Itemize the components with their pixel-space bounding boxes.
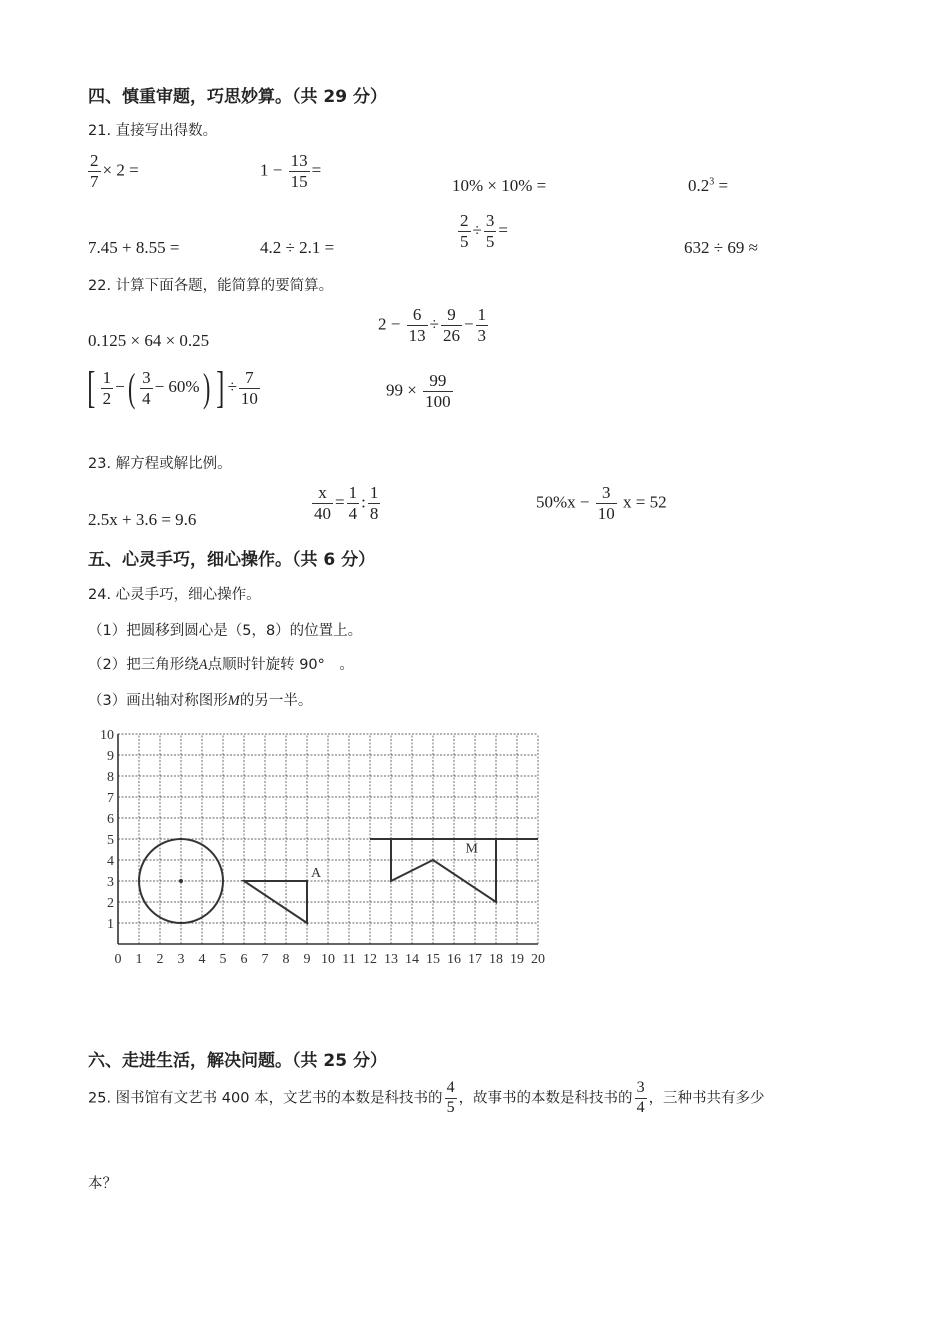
denominator: 26 — [442, 325, 460, 345]
x-tick-label: 15 — [426, 952, 440, 967]
x-tick-label: 18 — [489, 952, 503, 967]
q21-item-a — [86, 152, 139, 191]
section5-heading: 五、心灵手巧，细心操作。（共 6 分） — [88, 550, 376, 570]
x-tick-label: 11 — [342, 952, 356, 967]
x-tick-label: 6 — [240, 952, 248, 967]
x-tick-label: 3 — [177, 952, 185, 967]
numerator: 4 — [445, 1080, 457, 1099]
numerator: 7 — [239, 369, 260, 389]
x-tick-label: 20 — [531, 952, 545, 967]
circle-center-dot — [179, 879, 183, 883]
coordinate-grid — [90, 722, 560, 980]
expr-rest: = — [311, 160, 322, 180]
q21-item-h: 632 ÷ 69 ≈ — [684, 238, 758, 257]
numerator: 3 — [485, 211, 495, 230]
denominator: 100 — [425, 391, 451, 411]
section6-heading: 六、走进生活，解决问题。（共 25 分） — [88, 1051, 387, 1071]
q22-item-b — [378, 306, 490, 345]
numerator: 1 — [348, 483, 358, 502]
y-tick-label: 9 — [107, 749, 114, 764]
denominator: 13 — [408, 325, 426, 345]
x-tick-label: 4 — [198, 952, 206, 967]
point-a-var: A — [198, 657, 208, 673]
q22-item-d — [386, 372, 455, 411]
numerator: x — [312, 484, 333, 504]
y-tick-label: 2 — [107, 896, 114, 911]
power-base: 0.2 — [688, 176, 710, 195]
numerator: 6 — [407, 306, 428, 326]
denominator: 4 — [142, 388, 151, 408]
numerator: 1 — [477, 305, 487, 324]
q22-item-c — [84, 363, 262, 412]
q22-stem: 22. 计算下面各题，能简算的要简算。 — [88, 278, 334, 294]
expr-pre: 99 × — [386, 380, 417, 400]
expr-pre: 50%x − — [536, 492, 590, 512]
numerator: 3 — [596, 484, 617, 504]
denominator: 5 — [460, 231, 469, 251]
shape-m-label: M — [465, 841, 478, 857]
denominator: 2 — [102, 388, 112, 408]
q23-stem: 23. 解方程或解比例。 — [88, 456, 232, 472]
sub2-post: 点顺时针旋转 90° 。 — [207, 657, 354, 673]
y-tick-label: 4 — [107, 854, 114, 869]
q21-item-f: 4.2 ÷ 2.1 = — [260, 238, 335, 257]
numerator: 1 — [102, 367, 112, 387]
q25-part2: ，故事书的本数是科技书的 — [458, 1090, 633, 1107]
expr-rest: x = 52 — [623, 492, 667, 512]
q21-item-c: 10% × 10% = — [452, 176, 547, 195]
y-tick-label: 7 — [107, 791, 114, 806]
power-exponent: 3 — [709, 176, 715, 188]
numerator: 3 — [635, 1080, 647, 1099]
x-tick-label: 2 — [156, 952, 164, 967]
right-paren: ) — [202, 365, 210, 410]
ratio-colon: : — [361, 492, 366, 512]
x-tick-label: 9 — [303, 952, 311, 967]
q22-item-a: 0.125 × 64 × 0.25 — [88, 331, 210, 350]
q24-stem: 24. 心灵手巧，细心操作。 — [88, 587, 261, 603]
y-tick-label: 5 — [107, 833, 114, 848]
x-tick-label: 10 — [321, 952, 335, 967]
denominator: 5 — [446, 1098, 455, 1116]
x-tick-label: 7 — [261, 952, 269, 967]
sub3-pre: （3）画出轴对称图形 — [88, 693, 228, 709]
x-tick-label: 8 — [282, 952, 290, 967]
operator: − — [115, 376, 125, 396]
numerator: 2 — [90, 151, 99, 170]
expr-pre: 1 − — [260, 160, 283, 180]
sub2-pre: （2）把三角形绕 — [88, 657, 199, 673]
operator: − — [463, 314, 474, 334]
x-tick-label: 16 — [447, 952, 461, 967]
denominator: 8 — [369, 503, 379, 523]
q23-item-b — [310, 484, 382, 523]
expr-pre: 2 − — [378, 314, 401, 334]
q23-item-a: 2.5x + 3.6 = 9.6 — [88, 510, 197, 529]
denominator: 15 — [290, 171, 308, 191]
expr-rest: = — [714, 176, 729, 195]
numerator: 99 — [423, 372, 453, 392]
q21-item-d — [688, 176, 728, 196]
q21-item-b — [260, 152, 321, 191]
x-tick-label: 14 — [405, 952, 419, 967]
operator: ÷ — [472, 220, 482, 240]
expr-mid: − 60% — [154, 376, 200, 396]
q25-part1: 25. 图书馆有文艺书 400 本，文艺书的本数是科技书的 — [88, 1090, 443, 1107]
denominator: 4 — [636, 1098, 645, 1116]
operator: ÷ — [429, 314, 439, 334]
x-tick-label: 13 — [384, 952, 398, 967]
y-tick-label: 10 — [100, 728, 114, 743]
x-tick-label: 12 — [363, 952, 377, 967]
y-tick-label: 3 — [107, 875, 114, 890]
shape-m-var: M — [227, 693, 240, 709]
q25-part3: ，三种书共有多少 — [648, 1090, 765, 1107]
x-tick-labels — [115, 952, 546, 967]
y-tick-label: 6 — [107, 812, 114, 827]
shape-m-half — [391, 839, 496, 902]
numerator: 1 — [369, 483, 379, 502]
denominator: 4 — [348, 503, 358, 523]
q23-item-c — [536, 484, 667, 523]
x-tick-label: 17 — [468, 952, 482, 967]
y-tick-label: 8 — [107, 770, 114, 785]
expr-rest: × 2 = — [102, 160, 139, 180]
left-paren: ( — [127, 365, 136, 410]
numerator: 3 — [142, 367, 151, 387]
y-tick-label: 1 — [107, 917, 114, 932]
x-tick-label: 0 — [114, 952, 122, 967]
equals: = — [335, 492, 345, 512]
q25-line2: 本？ — [88, 1176, 117, 1192]
denominator: 10 — [240, 388, 258, 408]
q24-sub2 — [88, 653, 354, 674]
denominator: 5 — [485, 231, 495, 251]
denominator: 10 — [597, 503, 615, 523]
x-tick-label: 1 — [135, 952, 143, 967]
denominator: 7 — [90, 171, 99, 191]
operator: ÷ — [227, 376, 237, 396]
denominator: 3 — [477, 325, 487, 345]
q21-item-g — [456, 212, 508, 251]
sub3-post: 的另一半。 — [239, 693, 313, 709]
expr-rest: = — [498, 220, 508, 240]
denominator: 40 — [314, 503, 331, 523]
numerator: 9 — [441, 306, 462, 326]
x-tick-label: 19 — [510, 952, 524, 967]
q21-item-e: 7.45 + 8.55 = — [88, 238, 180, 257]
section4-heading: 四、慎重审题，巧思妙算。（共 29 分） — [88, 87, 387, 107]
point-a-label: A — [311, 866, 322, 881]
left-bracket: [ — [87, 363, 96, 412]
right-bracket: ] — [216, 363, 225, 412]
numerator: 13 — [290, 151, 308, 170]
x-tick-label: 5 — [219, 952, 227, 967]
y-tick-labels — [100, 728, 114, 932]
numerator: 2 — [460, 211, 469, 230]
q25-line1 — [88, 1080, 765, 1117]
q21-stem: 21. 直接写出得数。 — [88, 123, 218, 139]
q24-sub3 — [88, 689, 312, 710]
q24-sub1: （1）把圆移到圆心是（5，8）的位置上。 — [88, 623, 363, 639]
